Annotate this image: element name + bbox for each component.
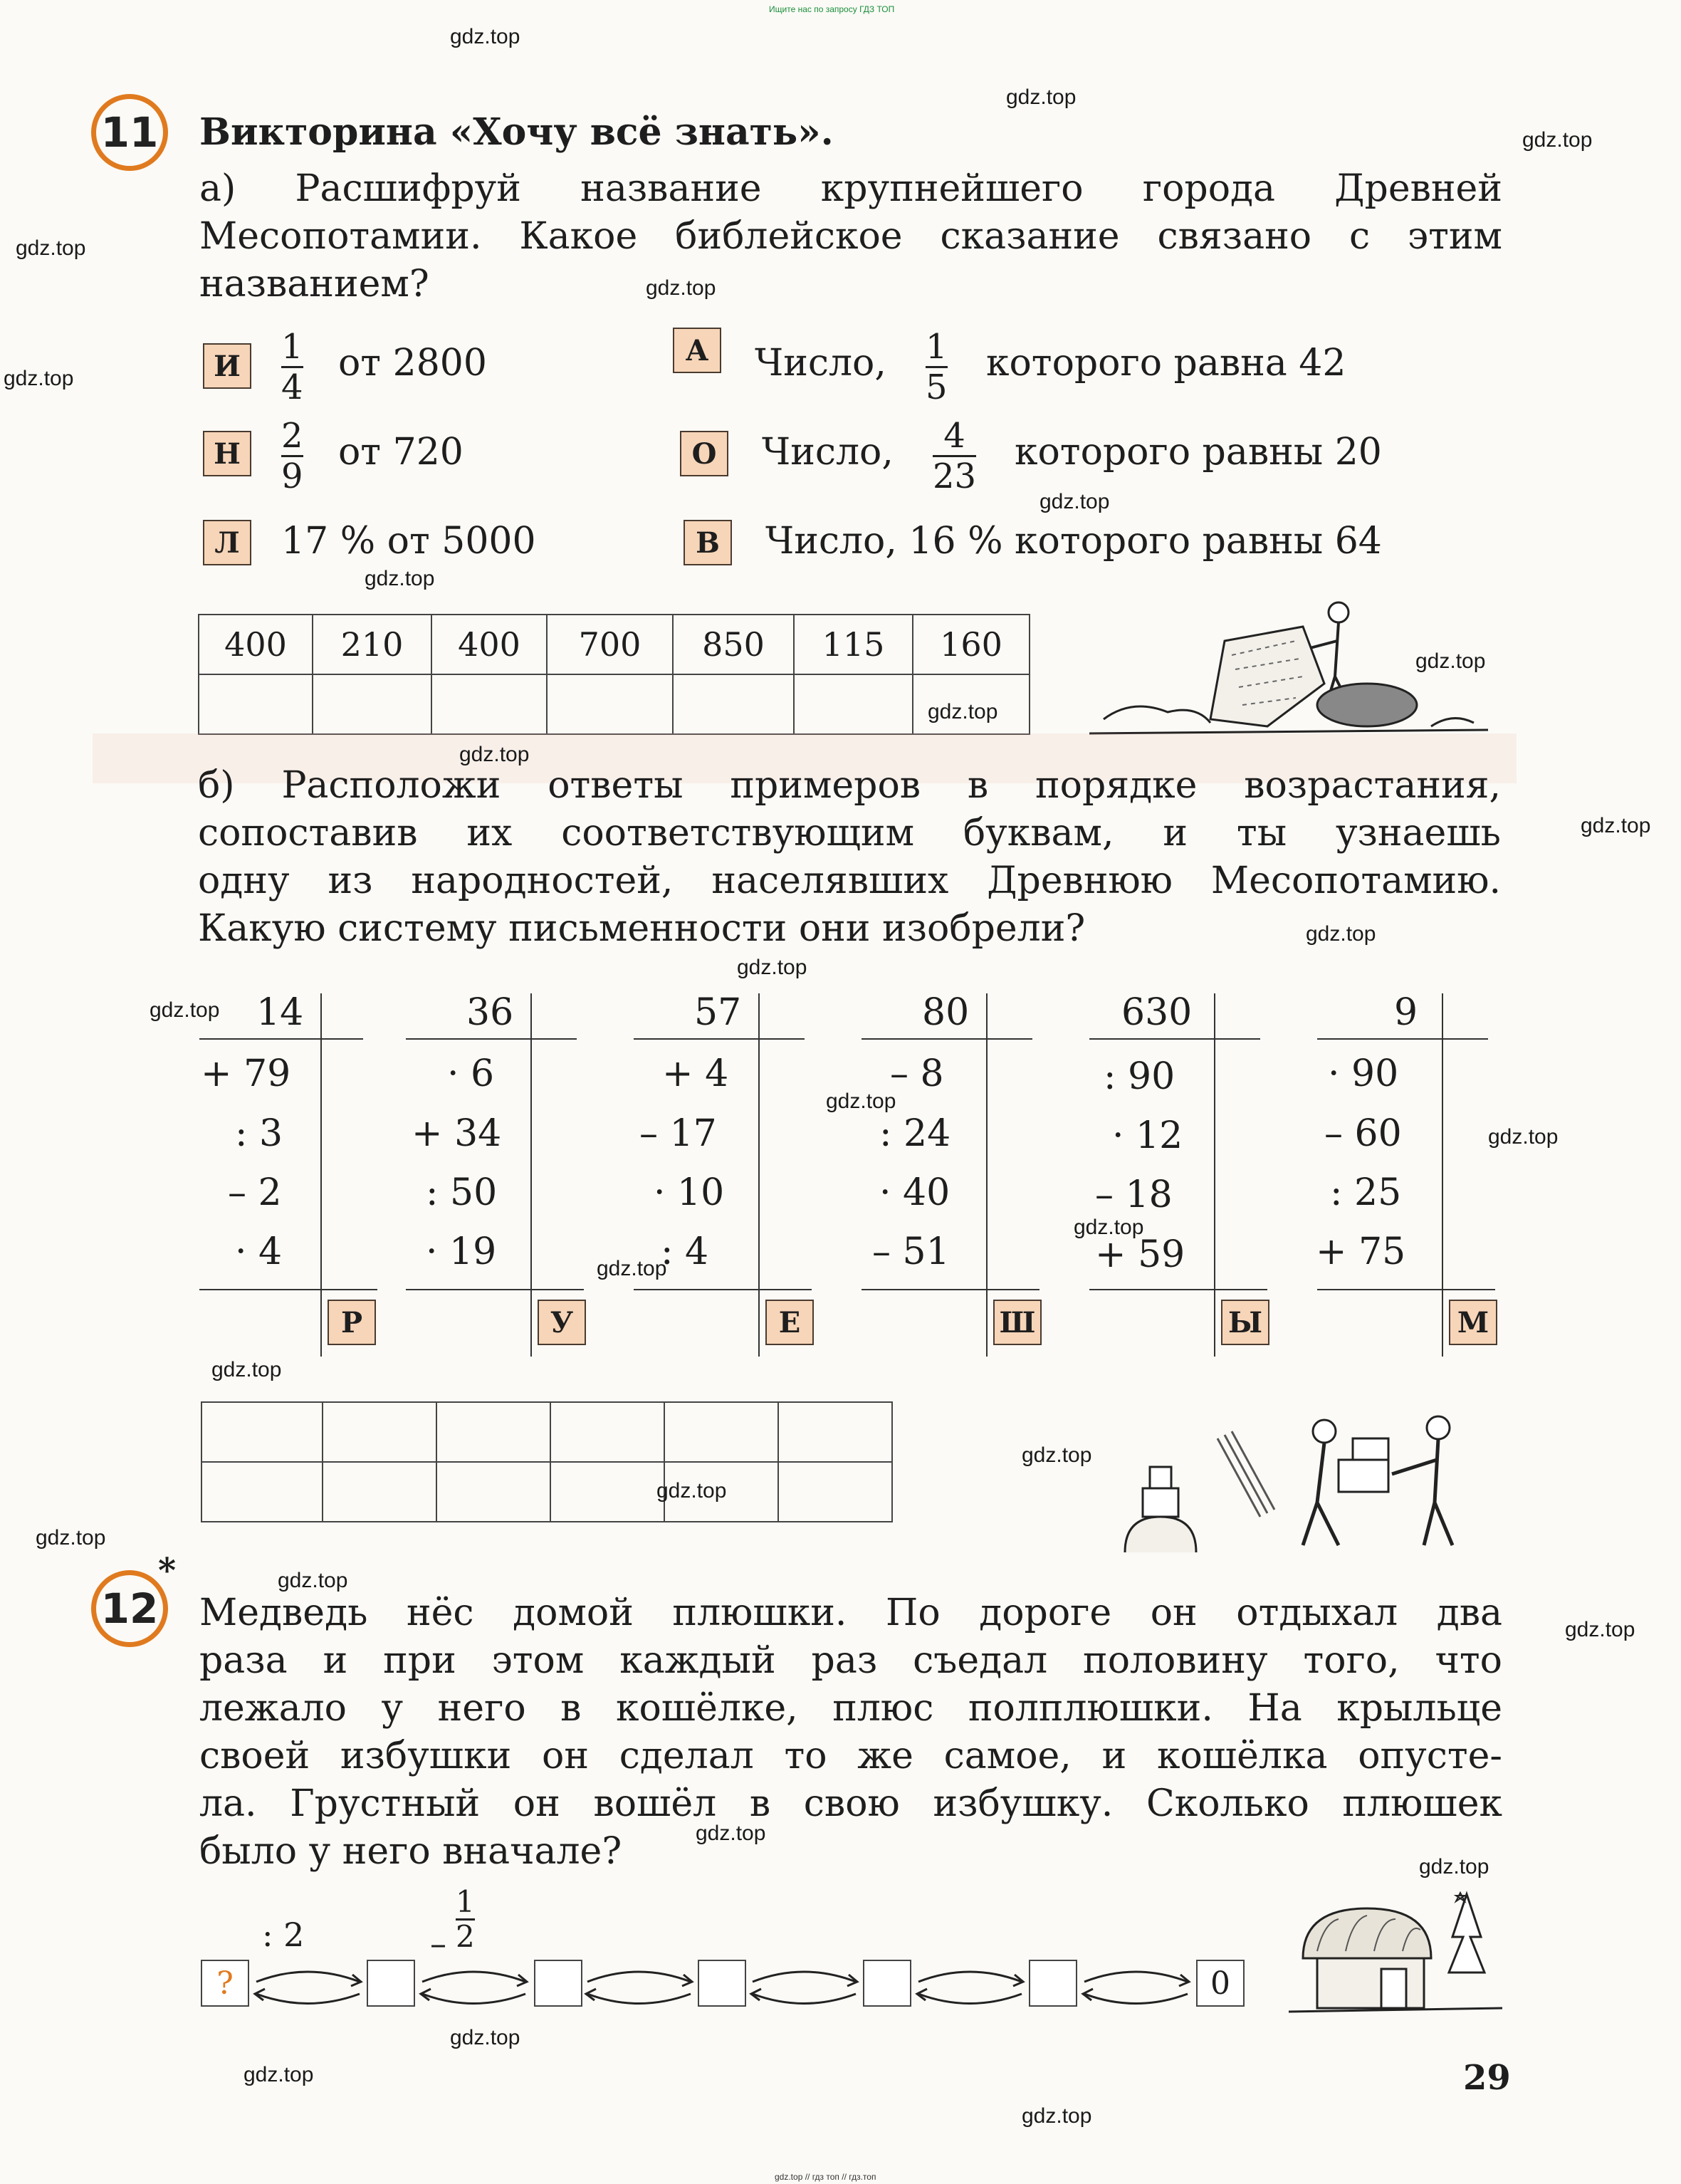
empty-answer-cell[interactable]: [436, 1402, 550, 1462]
arrow-icon: [586, 1972, 692, 2004]
chain-4-step-1: – 8: [890, 1052, 944, 1095]
empty-letter-cell[interactable]: [673, 674, 794, 734]
chain-5-step-1: : 90: [1104, 1055, 1175, 1098]
chain-1-step-3: – 2: [228, 1171, 282, 1214]
answer-cell: 210: [313, 615, 431, 674]
empty-letter-cell[interactable]: [794, 674, 913, 734]
watermark: gdz.top: [365, 567, 435, 590]
watermark: gdz.top: [826, 1090, 896, 1113]
fraction-1-4: [281, 328, 303, 407]
arrow-icon: [917, 1972, 1023, 2004]
part-b-line-4: Какую систему письменности они изобрели?: [198, 907, 1086, 950]
chain-2-step-4: · 19: [426, 1231, 497, 1273]
watermark: gdz.top: [1522, 128, 1593, 152]
chain-5-step-4: + 59: [1095, 1233, 1185, 1276]
item-o-prefix: Число,: [762, 431, 894, 474]
chain-2-step-1: · 6: [447, 1052, 495, 1095]
answer-cell: 400: [199, 615, 313, 674]
header-link[interactable]: Ищите нас по запросу ГДЗ ТОП: [769, 4, 895, 14]
watermark: gdz.top: [1306, 922, 1376, 946]
answer-letters-row[interactable]: [199, 674, 1030, 734]
chain-2-letter: У: [538, 1300, 586, 1345]
watermark: gdz.top: [1415, 649, 1486, 673]
empty-letter-cell[interactable]: [431, 674, 547, 734]
part-a-line-1: а) Расшифруй название крупнейшего города Древней: [199, 167, 1502, 210]
part-b-line-1: б) Расположи ответы примеров в порядке возрастания,: [198, 764, 1501, 807]
empty-answer-cell[interactable]: [201, 1402, 323, 1462]
item-letter-a: А: [673, 328, 721, 373]
watermark: gdz.top: [696, 1822, 766, 1845]
item-letter-i: И: [203, 343, 251, 389]
arrow-icon: [1083, 1972, 1189, 2004]
arrow-icon: [421, 1972, 527, 2004]
chain-1-step-4: · 4: [235, 1231, 283, 1273]
task-11-number-badge: 11: [91, 94, 168, 171]
empty-answer-cell[interactable]: [550, 1402, 664, 1462]
empty-letter-cell[interactable]: [313, 674, 431, 734]
answer-table-b[interactable]: [201, 1401, 893, 1522]
chain-6-step-3: : 25: [1330, 1171, 1402, 1214]
watermark: gdz.top: [1022, 1443, 1092, 1467]
empty-answer-cell[interactable]: [664, 1402, 778, 1462]
watermark: gdz.top: [450, 2026, 520, 2049]
chain-1-letter: Р: [328, 1300, 376, 1345]
watermark: gdz.top: [4, 367, 74, 390]
chain-3-step-4: : 4: [661, 1231, 709, 1273]
watermark: gdz.top: [597, 1257, 667, 1280]
chain-6-letter: М: [1449, 1300, 1497, 1345]
item-a-text: которого равна 42: [986, 342, 1346, 385]
watermark: gdz.top: [1565, 1618, 1635, 1641]
item-a-prefix: Число,: [755, 342, 886, 385]
operation-minus-half: [456, 1886, 475, 1953]
chain-3-step-2: – 17: [639, 1112, 717, 1155]
watermark: gdz.top: [656, 1479, 727, 1503]
task-11-title: Викторина «Хочу всё знать».: [199, 110, 834, 154]
watermark: gdz.top: [243, 2063, 314, 2086]
watermark: gdz.top: [928, 700, 998, 723]
fraction-denominator: 5: [926, 367, 948, 407]
chain-4-step-2: : 24: [879, 1112, 951, 1155]
watermark: gdz.top: [211, 1358, 282, 1381]
chain-1-step-2: : 3: [235, 1112, 283, 1155]
empty-answer-cell[interactable]: [201, 1462, 323, 1522]
builders-illustration: [1111, 1410, 1495, 1552]
item-i-text: от 2800: [338, 342, 487, 385]
part-b-line-2: сопоставив их соответствующим буквам, и ты узнаешь: [198, 812, 1501, 855]
end-box[interactable]: 0: [1196, 1960, 1245, 2007]
watermark: gdz.top: [450, 25, 520, 48]
chain-6-start: 9: [1394, 991, 1418, 1034]
fraction-denominator: 2: [456, 1919, 475, 1954]
chain-6-step-1: · 90: [1328, 1052, 1399, 1095]
answer-cell: 160: [913, 615, 1030, 674]
operation-divide-2: : 2: [262, 1916, 305, 1954]
watermark: gdz.top: [1488, 1125, 1559, 1149]
item-letter-v: В: [684, 520, 732, 565]
chain-3-letter: Е: [765, 1300, 814, 1345]
empty-answer-cell[interactable]: [778, 1402, 892, 1462]
empty-letter-cell[interactable]: [547, 674, 673, 734]
item-o-text: которого равны 20: [1015, 431, 1382, 474]
task-12-text: [199, 1589, 1502, 1876]
chain-4-step-4: – 51: [872, 1231, 950, 1273]
chain-4-letter: Ш: [993, 1300, 1042, 1345]
arrow-icon: [751, 1972, 857, 2004]
fraction-2-9: [281, 417, 303, 496]
chain-5-letter: Ы: [1221, 1300, 1269, 1345]
watermark: gdz.top: [1581, 814, 1651, 837]
fraction-denominator: 23: [933, 456, 977, 496]
part-a-line-3: названием?: [199, 263, 429, 305]
answer-table-a: [198, 614, 1030, 735]
task-12-line-5: ла. Грустный он вошёл в свою избушку. Сколько плюшек: [199, 1782, 1502, 1825]
page-number: 29: [1463, 2058, 1511, 2098]
chain-4-step-3: · 40: [879, 1171, 951, 1214]
arrow-icon: [255, 1972, 361, 2004]
task-12-line-3: лежало у него в кошёлке, плюс полплюшки. На крыльце: [199, 1687, 1502, 1730]
answer-cell: 115: [794, 615, 913, 674]
watermark: gdz.top: [1074, 1216, 1144, 1239]
footer-link[interactable]: gdz.top // гдз топ // гдз.топ: [775, 2172, 876, 2182]
watermark: gdz.top: [1022, 2104, 1092, 2128]
answer-cell: 700: [547, 615, 673, 674]
task-12-line-1: Медведь нёс домой плюшки. По дороге он отдыхал два: [199, 1592, 1502, 1634]
task-12-number-badge: 12: [91, 1570, 168, 1647]
item-l-text: 17 % от 5000: [281, 520, 536, 563]
fraction-numerator: 1: [281, 327, 303, 367]
item-letter-o: О: [680, 431, 728, 476]
chain-5-step-2: · 12: [1112, 1114, 1183, 1157]
item-letter-n: Н: [203, 431, 251, 476]
empty-answer-cell[interactable]: [778, 1462, 892, 1522]
answer-values-row: [199, 615, 1030, 674]
chain-arrows: [249, 1955, 1200, 2019]
fraction-4-23: [933, 417, 976, 496]
task-11-part-a: [199, 165, 1502, 308]
chain-5-step-3: – 18: [1095, 1174, 1173, 1216]
answer-cell: 850: [673, 615, 794, 674]
fraction-denominator: 9: [281, 456, 303, 496]
task-12-line-4: своей избушки он сделал то же самое, и кошёлка опусте-: [199, 1735, 1502, 1777]
chain-5-start: 630: [1121, 991, 1193, 1034]
chain-3-step-1: + 4: [662, 1052, 729, 1095]
watermark: gdz.top: [737, 956, 807, 979]
watermark: gdz.top: [1419, 1855, 1489, 1879]
part-b-line-3: одну из народностей, населявших Древнюю Месопотамию.: [198, 860, 1501, 902]
empty-answer-cell[interactable]: [550, 1462, 664, 1522]
operation-minus-sign: –: [430, 1924, 446, 1963]
fraction-numerator: 2: [281, 416, 303, 456]
empty-answer-cell[interactable]: [436, 1462, 550, 1522]
chain-3-step-3: · 10: [654, 1171, 725, 1214]
answer-cell: 400: [431, 615, 547, 674]
fraction-denominator: 4: [281, 367, 303, 407]
chain-2-step-2: + 34: [412, 1112, 502, 1155]
watermark: gdz.top: [36, 1526, 106, 1550]
chain-4-start: 80: [922, 991, 970, 1034]
task-12-star: *: [158, 1551, 177, 1591]
chain-1-start: 14: [256, 991, 304, 1034]
hut-illustration: [1289, 1880, 1502, 2022]
task-12-line-2: раза и при этом каждый раз съедал половину того, что: [199, 1639, 1502, 1682]
watermark: gdz.top: [278, 1569, 348, 1592]
chain-3-start: 57: [694, 991, 742, 1034]
start-box[interactable]: ?: [201, 1960, 249, 2007]
item-v-text: Число, 16 % которого равны 64: [765, 520, 1382, 563]
watermark: gdz.top: [459, 743, 530, 766]
chain-2-step-3: : 50: [426, 1171, 498, 1214]
task-12-line-6: было у него вначале?: [199, 1830, 622, 1873]
watermark: gdz.top: [150, 998, 220, 1022]
empty-answer-cell[interactable]: [323, 1462, 436, 1522]
empty-letter-cell[interactable]: [199, 674, 313, 734]
watermark: gdz.top: [1040, 490, 1110, 513]
empty-answer-cell[interactable]: [323, 1402, 436, 1462]
fraction-1-5: [926, 328, 948, 407]
chain-2-start: 36: [466, 991, 514, 1034]
watermark: gdz.top: [16, 236, 86, 260]
fraction-numerator: 1: [456, 1884, 475, 1919]
fraction-numerator: 4: [943, 416, 965, 456]
part-a-line-2: Месопотамии. Какое библейское сказание связано с этим: [199, 215, 1502, 258]
chain-1-step-1: + 79: [201, 1052, 291, 1095]
chain-6-step-2: – 60: [1324, 1112, 1402, 1155]
item-n-text: от 720: [338, 431, 464, 474]
watermark: gdz.top: [646, 276, 716, 300]
watermark: gdz.top: [1006, 85, 1077, 109]
chain-6-step-4: + 75: [1316, 1231, 1406, 1273]
fraction-numerator: 1: [926, 327, 948, 367]
item-letter-l: Л: [203, 520, 251, 565]
